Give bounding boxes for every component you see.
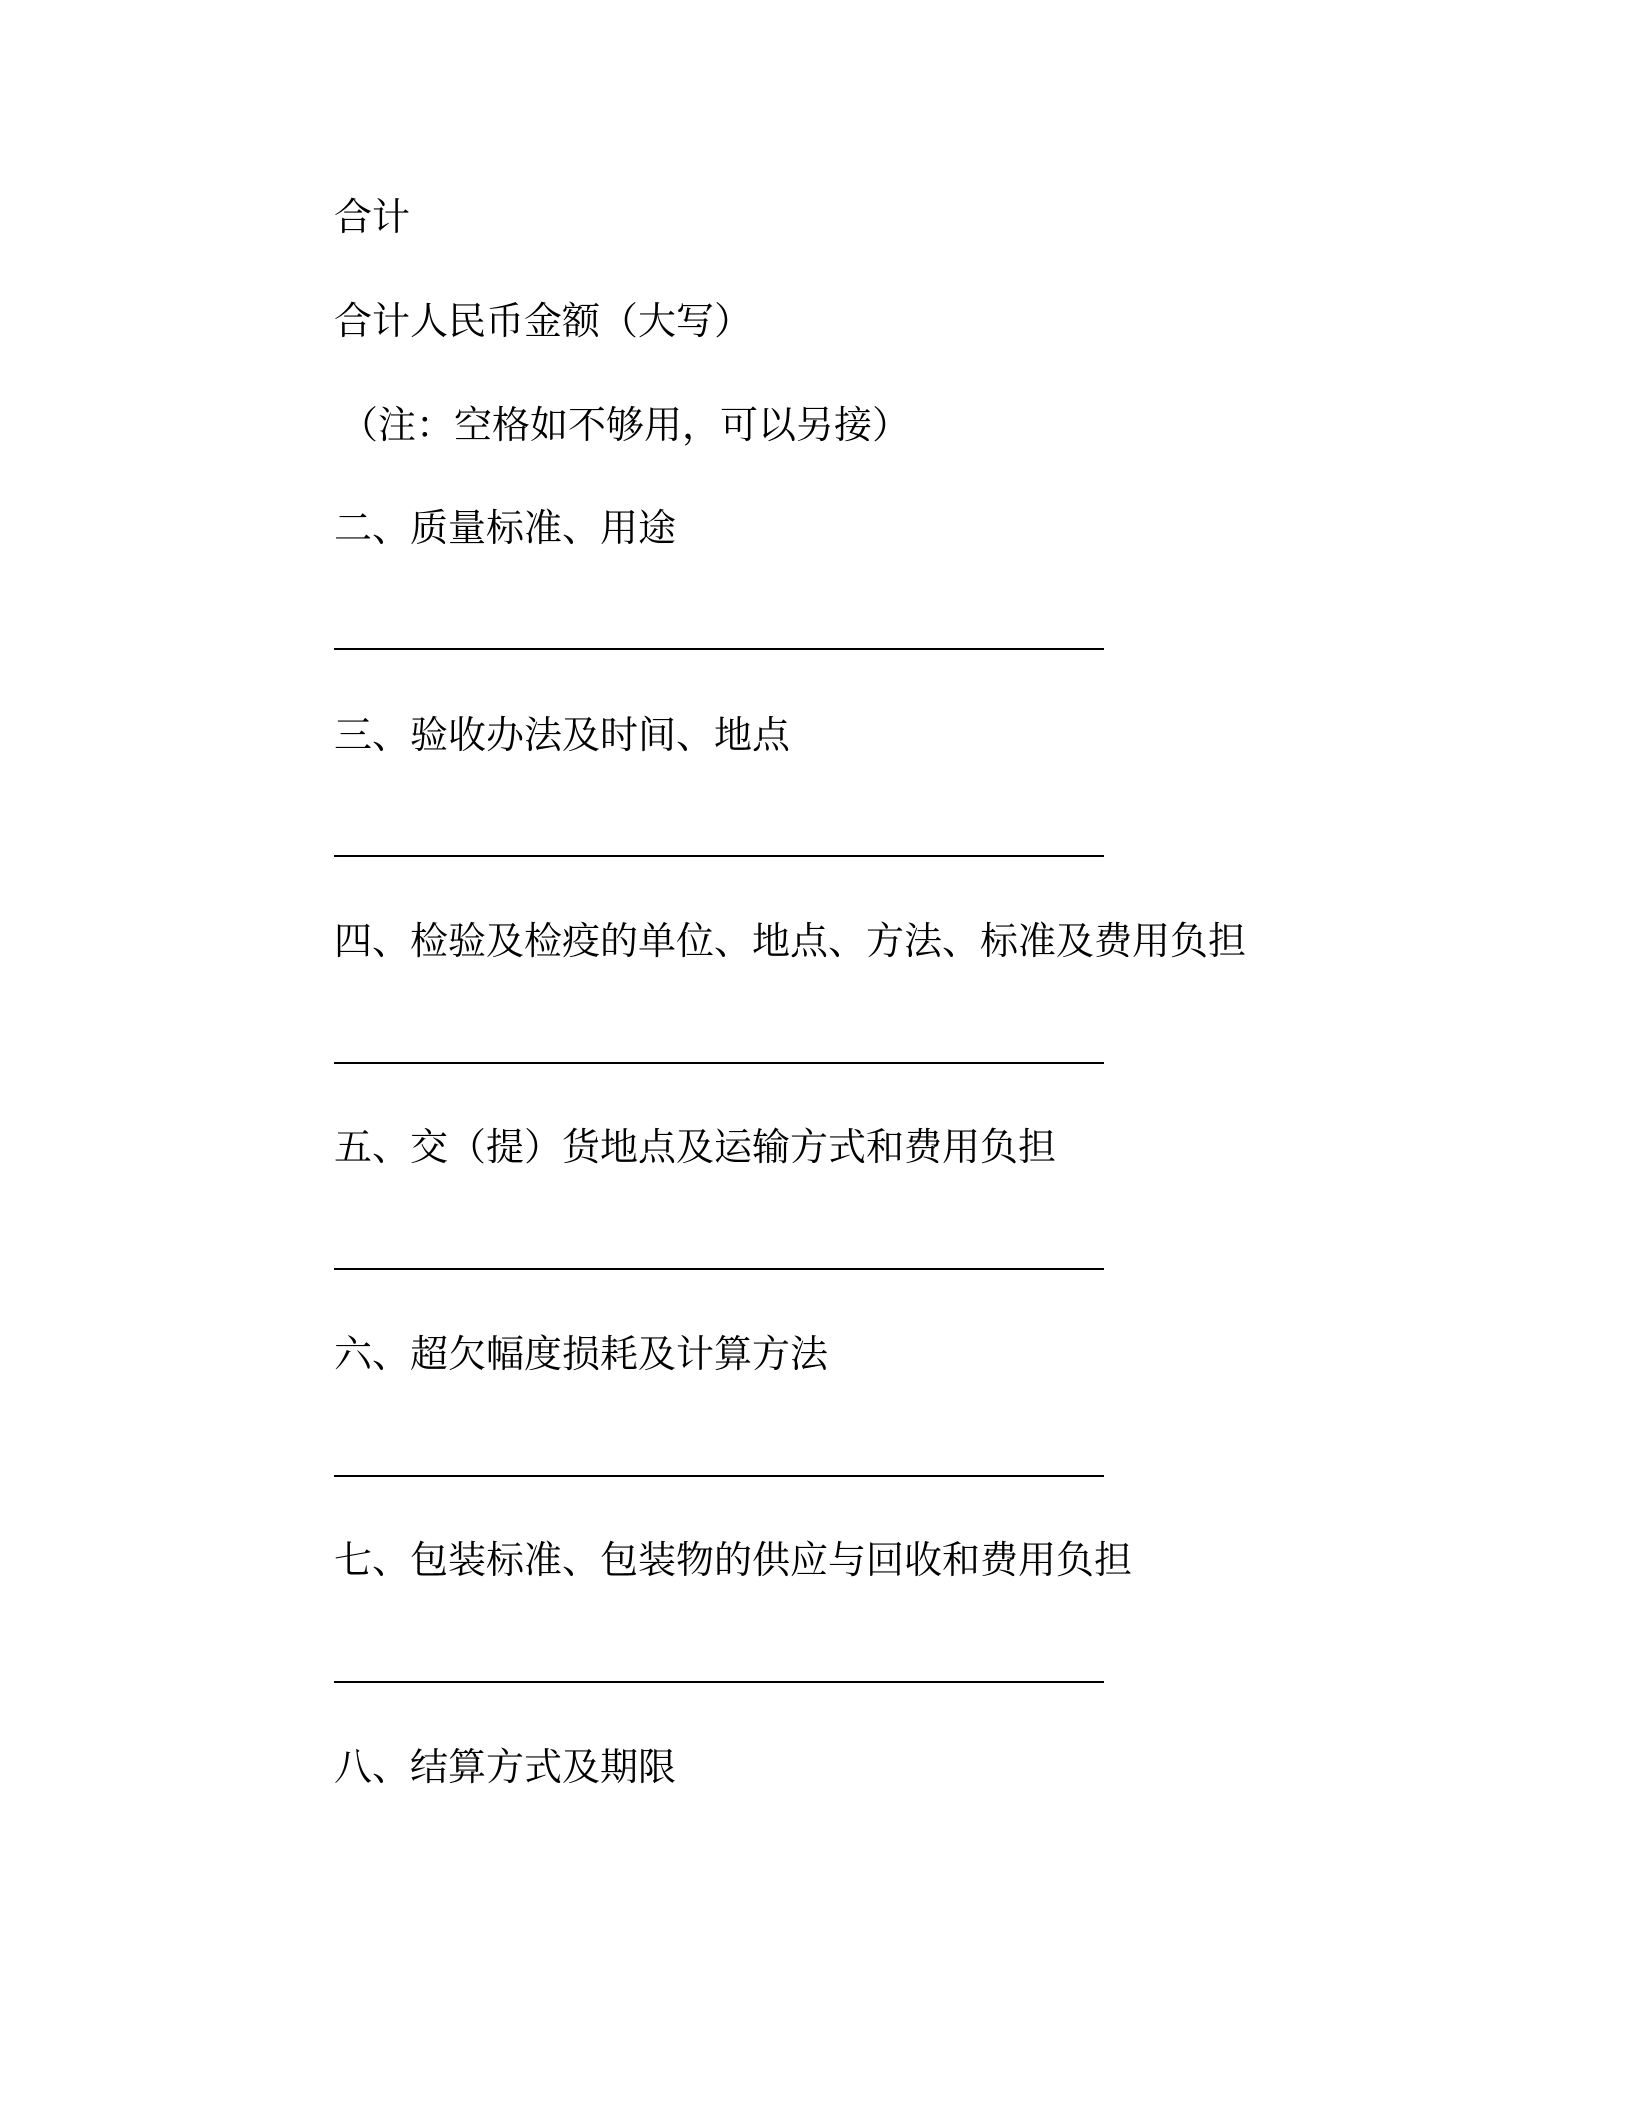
blank-line-delivery	[334, 1268, 1104, 1270]
blank-line-quality	[334, 648, 1104, 650]
blank-line-loss	[334, 1475, 1104, 1477]
total-rmb-label: 合计人民币金额（大写）	[334, 299, 753, 343]
blank-line-inspection	[334, 1062, 1104, 1064]
total-label: 合计	[334, 195, 411, 239]
note-text: （注：空格如不够用，可以另接）	[340, 403, 911, 447]
section-heading-acceptance: 三、验收办法及时间、地点	[334, 713, 791, 757]
section-heading-delivery: 五、交（提）货地点及运输方式和费用负担	[334, 1125, 1057, 1169]
section-heading-inspection: 四、检验及检疫的单位、地点、方法、标准及费用负担	[334, 919, 1247, 963]
blank-line-acceptance	[334, 855, 1104, 857]
section-heading-quality: 二、质量标准、用途	[334, 506, 677, 550]
section-heading-settlement: 八、结算方式及期限	[334, 1745, 677, 1789]
blank-line-packaging	[334, 1681, 1104, 1683]
section-heading-loss: 六、超欠幅度损耗及计算方法	[334, 1332, 829, 1376]
section-heading-packaging: 七、包装标准、包装物的供应与回收和费用负担	[334, 1538, 1133, 1582]
